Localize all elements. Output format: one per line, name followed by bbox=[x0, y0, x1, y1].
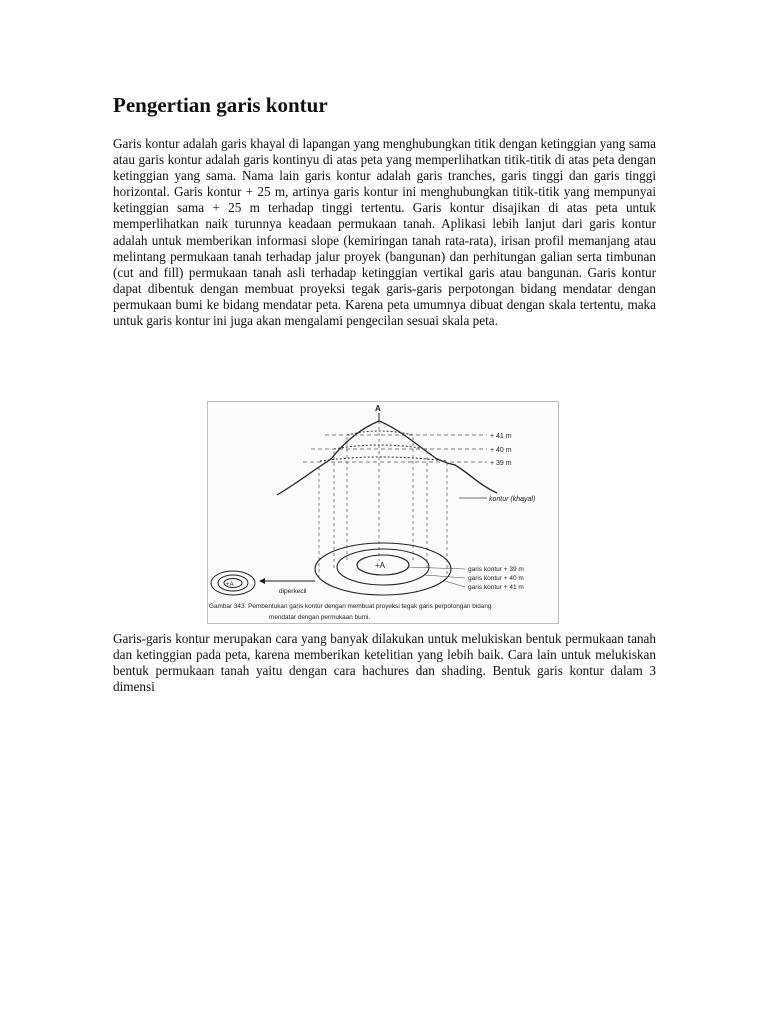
small-map-label: +A bbox=[226, 582, 234, 588]
level-label-40: + 40 m bbox=[490, 447, 512, 454]
center-label: +A bbox=[375, 561, 386, 570]
level-label-39: + 39 m bbox=[490, 460, 512, 467]
level-label-41: + 41 m bbox=[490, 433, 512, 440]
peak-label: A bbox=[375, 404, 381, 413]
map-label-39: garis kontur + 39 m bbox=[468, 566, 524, 573]
paragraph-methods: Garis-garis kontur merupakan cara yang banyak dilakukan untuk melukiskan bentuk permukaan tanah dan ketinggian pada peta, karena memberikan ketelitian yang lebih baik. Cara lain untuk melukiskan bentuk permukaan tanah yaitu dengan cara hachures dan shading. Bentuk garis kontur dalam 3 dimensi bbox=[113, 631, 656, 695]
page-title: Pengertian garis kontur bbox=[113, 93, 328, 117]
figure-caption-line1: Gambar 343. Pembentukan garis kontur dengan membuat proyeksi tegak garis perpotongan bidang bbox=[209, 603, 492, 610]
diperkecil-label: diperkecil bbox=[279, 588, 307, 595]
contour-diagram bbox=[207, 401, 559, 624]
map-label-40: garis kontur + 40 m bbox=[468, 575, 524, 582]
paragraph-definition: Garis kontur adalah garis khayal di lapangan yang menghubungkan titik dengan ketinggian yang sama atau garis kontur adalah garis kontinyu di atas peta yang memperlihatkan titik-titik di atas peta dengan ketinggian yang sama. Nama lain garis kontur adalah garis tranches, garis tinggi dan garis tinggi horizontal. Garis kontur + 25 m, artinya garis kontur ini menghubungkan titik-titik yang mempunyai ketinggian sama + 25 m terhadap tinggi tertentu. Garis kontur disajikan di atas peta untuk memperlihatkan naik turunnya keadaan permukaan tanah. Aplikasi lebih lanjut dari garis kontur adalah untuk memberikan informasi slope (kemiringan tanah rata-rata), irisan profil memanjang atau melintang permukaan tanah terhadap jalur proyek (bangunan) dan perhitungan galian serta timbunan (cut and fill) permukaan tanah asli terhadap ketinggian vertikal garis atau bangunan. Garis kontur dapat dibentuk dengan membuat proyeksi tegak garis-garis perpotongan bidang mendatar dengan permukaan bumi ke bidang mendatar peta. Karena peta umumnya dibuat dengan skala tertentu, maka untuk garis kontur ini juga akan mengalami pengecilan sesuai skala peta. bbox=[113, 136, 656, 329]
map-label-41: garis kontur + 41 m bbox=[468, 584, 524, 591]
khayal-label: kontur (khayal) bbox=[489, 496, 536, 503]
figure-caption-line2: mendatar dengan permukaan bumi. bbox=[269, 614, 371, 621]
contour-figure bbox=[207, 401, 559, 624]
